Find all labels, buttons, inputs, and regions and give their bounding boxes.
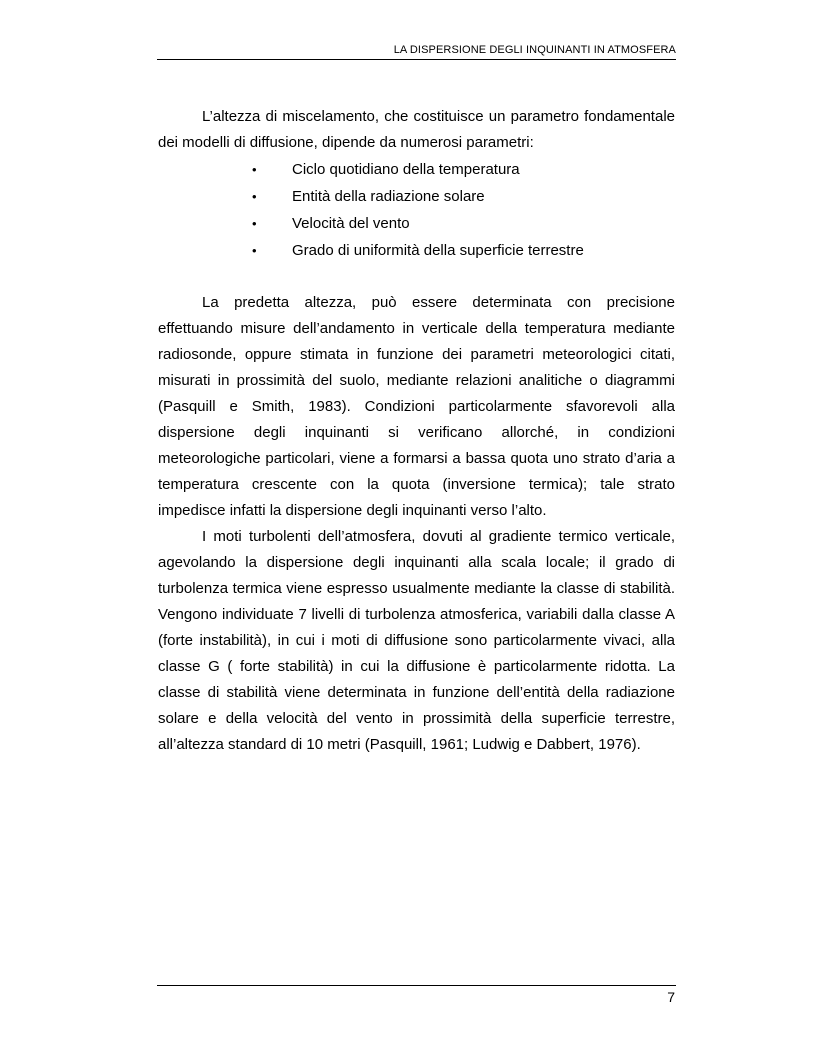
list-item [158, 183, 675, 210]
bullet-icon: • [252, 216, 257, 231]
intro-paragraph: L’altezza di miscelamento, che costituisce un parametro fondamentale dei modelli di diffusione, dipende da numerosi parametri: [158, 108, 675, 151]
bullet-icon: • [252, 162, 257, 177]
list-item-text: Velocità del vento [292, 215, 410, 232]
running-header [157, 44, 676, 60]
list-item-text: Entità della radiazione solare [292, 188, 485, 205]
bullet-icon: • [252, 243, 257, 258]
paragraph-spacer [158, 264, 675, 290]
list-item [158, 156, 675, 183]
list-item-text: Grado di uniformità della superficie terrestre [292, 242, 584, 259]
parameter-list [158, 156, 675, 264]
bullet-icon: • [252, 189, 257, 204]
body-paragraph: La predetta altezza, può essere determinata con precisione effettuando misure dell’andamento in verticale della temperatura mediante radiosonde, oppure stimata in funzione dei parametri meteorologici citati, misurati in prossimità del suolo, mediante relazioni analitiche o diagrammi (Pasquill e Smith, 1983). Condizioni particolarmente sfavorevoli alla dispersione degli inquinanti si verificano allorché, in condizioni meteorologiche particolari, viene a formarsi a bassa quota uno strato d’aria a temperatura crescente con la quota (inversione termica); tale strato impedisce infatti la dispersione degli inquinanti verso l’alto. [158, 294, 675, 519]
page-body [158, 104, 675, 758]
list-item [158, 237, 675, 264]
body-paragraph: I moti turbolenti dell’atmosfera, dovuti al gradiente termico verticale, agevolando la dispersione degli inquinanti alla scala locale; il grado di turbolenza termica viene espresso usualmente mediante la classe di stabilità. Vengono individuate 7 livelli di turbolenza atmosferica, variabili dalla classe A (forte instabilità), in cui i moti di diffusione sono particolarmente vivaci, alla classe G ( forte stabilità) in cui la diffusione è particolarmente ridotta. La classe di stabilità viene determinata in funzione dell’entità della radiazione solare e della velocità del vento in prossimità della superficie terrestre, all’altezza standard di 10 metri (Pasquill, 1961; Ludwig e Dabbert, 1976). [158, 528, 675, 753]
list-item-text: Ciclo quotidiano della temperatura [292, 161, 520, 178]
page-number: 7 [667, 989, 675, 1005]
list-item [158, 210, 675, 237]
running-header-title: LA DISPERSIONE DEGLI INQUINANTI IN ATMOSFERA [393, 44, 676, 56]
footer-divider [157, 985, 676, 986]
